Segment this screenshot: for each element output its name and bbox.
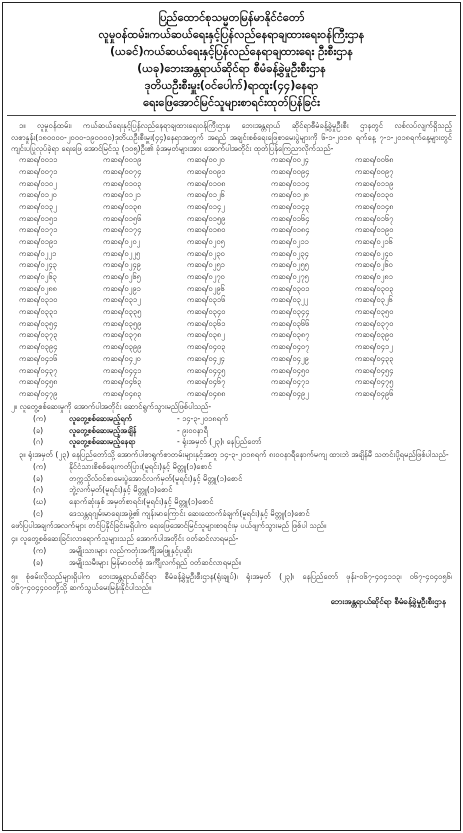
seat-number: ကဆရ/၀၃၆၁ bbox=[187, 318, 226, 328]
seat-number: ကဆရ/၀၀၂၄ bbox=[271, 155, 309, 165]
seat-number: ကဆရ/၀၃၉၀ bbox=[355, 330, 394, 340]
item-label: (က) bbox=[33, 545, 47, 555]
item-label: (ဂ) bbox=[33, 437, 44, 447]
seat-number: ကဆရ/၀၀၉၁ bbox=[187, 166, 226, 176]
item-label: (ဂ) bbox=[33, 485, 44, 495]
section-3-intro: ၃။ ရုံးအမှတ် (၂၃) နေပြည်တော်သို့ အောက်ပါစာရွက်စာတမ်းများနှင့်အတူ ၁၄-၃-၂၀၁၈ရက် ၈း၀၀နာရီနောက်မကျ ထားဘဲ အချိန်မီ သတင်းပို့ရမည်ဖြစ်ပါသည်- bbox=[19, 450, 449, 460]
seat-row bbox=[15, 248, 435, 260]
seat-row bbox=[15, 225, 435, 237]
seat-row bbox=[15, 237, 435, 249]
seat-number: ကဆရ/၀၄၇၁ bbox=[271, 377, 310, 387]
seat-number: ကဆရ/၀၄၈၈ bbox=[187, 388, 226, 398]
issuing-department: ဘေးအန္တရာယ်ဆိုင်ရာ စီမံခန့်ခွဲမှုဦးစီးဌာန bbox=[330, 596, 446, 606]
seat-number: ကဆရ/၀၄၂၀ bbox=[103, 353, 141, 363]
section-3-item bbox=[3, 461, 460, 473]
seat-number: ကဆရ/၀၃၅၀ bbox=[355, 307, 394, 317]
seat-number: ကဆရ/၀၀၉၄ bbox=[271, 166, 310, 176]
seat-number: ကဆရ/၀၁၄၂ bbox=[187, 201, 225, 211]
item-label: (က) bbox=[33, 413, 47, 423]
seat-number: ကဆရ/၀၂၄၉ bbox=[103, 260, 141, 270]
item-label: (င) bbox=[33, 508, 44, 518]
seat-number: ကဆရ/၀၃၄၀ bbox=[187, 307, 226, 317]
seat-number: ကဆရ/၀၂၅၅ bbox=[271, 260, 309, 270]
seat-number: ကဆရ/၀၂၃၄ bbox=[271, 248, 309, 258]
section-3-item bbox=[3, 473, 460, 485]
seat-number: ကဆရ/၀၃၁၆ bbox=[187, 295, 226, 305]
section-4-item bbox=[3, 557, 460, 569]
seat-number: ကဆရ/၀၀၁၉ bbox=[103, 155, 142, 165]
item-label: (ဃ) bbox=[33, 497, 47, 507]
section-3-item bbox=[3, 484, 460, 496]
seat-number: ကဆရ/၀၀၂၀ bbox=[187, 155, 225, 165]
seat-number: ကဆရ/၀၁၂၈ bbox=[271, 190, 309, 200]
seat-number: ကဆရ/၀၄၄၁ bbox=[103, 365, 142, 375]
seat-number: ကဆရ/၀၃၉၄ bbox=[19, 342, 58, 352]
section-4-intro: ၄။ လူတွေ့စစ်ဆေးခြင်းလာရောက်သူများသည် အောက်ပါအတိုင်း ဝတ်ဆင်လာရမည်- bbox=[11, 534, 239, 544]
seat-number: ကဆရ/၀၁၅၁ bbox=[19, 213, 58, 223]
item-text: အမျိုးသမီးများ မြန်မာဝတ်စုံ အင်္ကျီလက်ရှည် ဝတ်ဆင်လာရမည်။ bbox=[69, 557, 241, 567]
seat-number: ကဆရ/၀၂၁၆ bbox=[355, 236, 393, 246]
seat-number: ကဆရ/၀၃၈၇ bbox=[271, 330, 310, 340]
section-2-item-place bbox=[3, 436, 460, 448]
seat-number: ကဆရ/၀၁၂၁ bbox=[103, 190, 141, 200]
seat-number: ကဆရ/၀၄၉၆ bbox=[355, 388, 394, 398]
seat-number: ကဆရ/၀၁၁၄ bbox=[271, 178, 310, 188]
seat-row bbox=[15, 178, 435, 190]
seat-number: ကဆရ/၀၃၀၃ bbox=[355, 283, 394, 293]
seat-number: ကဆရ/၀၃၉၉ bbox=[103, 342, 142, 352]
item-label: (ခ) bbox=[33, 425, 44, 435]
item-text: ဘွဲ့လက်မှတ်(မူရင်း)နှင့် မိတ္တူ(၁)စောင် bbox=[69, 485, 173, 495]
seat-number: ကဆရ/၀၂၈၁ bbox=[355, 272, 393, 281]
item-label: (ခ) bbox=[33, 557, 44, 567]
seat-number: ကဆရ/၀၃၂၂ bbox=[271, 295, 309, 305]
seat-number: ကဆရ/၀၃၁၀ bbox=[19, 295, 58, 305]
seat-row bbox=[15, 330, 435, 342]
seat-number: ကဆရ/၀၃၀၁ bbox=[271, 283, 310, 293]
seat-number: ကဆရ/၀၄၀၇ bbox=[271, 342, 310, 352]
seat-number: ကဆရ/၀၁၂၀ bbox=[19, 190, 57, 200]
seat-row bbox=[15, 377, 435, 389]
seat-number: ကဆရ/၀၃၇၃ bbox=[19, 330, 58, 340]
seat-number: ကဆရ/၀၂၆၀ bbox=[355, 260, 393, 270]
header-line-6: ရေးဖြေအောင်မြင်သူများစာရင်းထုတ်ပြန်ခြင်း bbox=[143, 96, 320, 109]
seat-number: ကဆရ/၀၁၃၀ bbox=[355, 190, 394, 200]
seat-number: ကဆရ/၀၄၅၈ bbox=[19, 377, 58, 387]
seat-number: ကဆရ/၀၃၈၂ bbox=[187, 330, 225, 340]
seat-row bbox=[15, 166, 435, 178]
seat-number: ကဆရ/၀၄၁၆ bbox=[19, 353, 58, 363]
seat-number: ကဆရ/၀၀၇၄ bbox=[103, 166, 142, 176]
seat-row bbox=[15, 155, 435, 167]
seat-number: ကဆရ/၀၂၈၈ bbox=[19, 283, 57, 293]
header-line-1: ပြည်ထောင်စုသမ္မတမြန်မာနိုင်ငံတော် bbox=[158, 11, 305, 24]
seat-row bbox=[15, 202, 435, 214]
seat-row bbox=[15, 272, 435, 284]
seat-row bbox=[15, 260, 435, 272]
item-label: (ခ) bbox=[33, 473, 44, 483]
seat-number: ကဆရ/၀၁၇၄ bbox=[103, 225, 142, 235]
seat-row bbox=[15, 307, 435, 319]
seat-number: ကဆရ/၀၁၀၂ bbox=[19, 178, 57, 188]
item-text: အမျိုးသားများ လည်ကတုံးအင်္ကျီအဖြူနှင့်ပုဆိုး bbox=[69, 545, 193, 555]
seat-number: ကဆရ/၀၀၁၁ bbox=[19, 155, 58, 165]
seat-number: ကဆရ/၀၁၄၃ bbox=[271, 201, 310, 211]
item-value: - ရုံးအမှတ် (၂၃)၊ နေပြည်တော် bbox=[177, 437, 262, 447]
seat-number: ကဆရ/၀၂၄၀ bbox=[355, 248, 393, 258]
announcement-document bbox=[2, 2, 461, 831]
item-value: - ၉း၀၀နာရီ bbox=[177, 425, 208, 435]
seat-number: ကဆရ/၀၄၇၉ bbox=[19, 388, 58, 398]
seat-row bbox=[15, 342, 435, 354]
section-4-item bbox=[3, 545, 460, 557]
seat-number: ကဆရ/၀၁၆၇ bbox=[355, 213, 394, 223]
seat-number: ကဆရ/၀၂၁၁ bbox=[271, 236, 309, 246]
seat-number: ကဆရ/၀၂၆၃ bbox=[19, 272, 57, 281]
seat-number: ကဆရ/၀၃၂၆ bbox=[355, 295, 393, 305]
seat-number: ကဆရ/၀၃၅၉ bbox=[103, 318, 142, 328]
seat-number: ကဆရ/၀၀၉၇ bbox=[355, 166, 394, 176]
seat-number: ကဆရ/၀၁၃၈ bbox=[103, 201, 142, 211]
seat-number: ကဆရ/၀၃၄၄ bbox=[271, 307, 310, 317]
seat-number: ကဆရ/၀၄၄၅ bbox=[187, 365, 226, 375]
seat-number: ကဆရ/၀၁၂၆ bbox=[187, 190, 225, 200]
seat-number: ကဆရ/၀၂၉၆ bbox=[187, 283, 225, 293]
header-block bbox=[3, 9, 460, 111]
seat-number: ကဆရ/၀၂၀၅ bbox=[187, 236, 225, 246]
header-line-5: ဒုတိယဦးစီးမှူး(ဝင်ပေါက်)ရာထူး(၄၄)နေရာ bbox=[144, 79, 319, 92]
seat-number: ကဆရ/၀၂၂၁ bbox=[19, 248, 57, 258]
section-2-intro: ၂။ လူတွေ့စစ်ဆေးမှုကို အောက်ပါအတိုင်း ဆောင်ရွက်သွားမည်ဖြစ်ပါသည်- bbox=[11, 402, 212, 412]
seat-number: ကဆရ/၀၀၆၈ bbox=[355, 155, 394, 165]
seat-number: ကဆရ/၀၃၁၂ bbox=[103, 295, 141, 305]
seat-number: ကဆရ/၀၁၅၆ bbox=[103, 213, 142, 223]
seat-row bbox=[15, 353, 435, 365]
seat-number: ကဆရ/၀၁၈၄ bbox=[271, 225, 310, 235]
intro-paragraph: ၁။ လူမှုဝန်ထမ်း၊ ကယ်ဆယ်ရေးနှင့်ပြန်လည်နေရာချထားရေးဝန်ကြီးဌာန၊ ဘေးအန္တရာယ် ဆိုင်ရာစီမံခန့်ခွဲမှုဦးစီး ဌာနတွင် လစ်လပ်လျက်ရှိသည့် လစာနှုန်း(၁၈၀၀၀၀-၂၀၀၀-၁၉၀၀၀၀)ဒုတိယဦးစီးမှူး(၄၄)နေရာအတွက် အရည် အချင်းစစ်ရေးဖြေစာမေးပွဲများကို ၆-၁-၂၀၁၈ ရက်နေ့ ၇-၁-၂၀၁၈ရက်နေ့များတွင် ကျင်းပပြုလုပ်ခဲ့ရာ ရေးဖြေ အောင်မြင်သူ (၁၀၅)ဦး၏ ခုံအမှတ်များအား အောက်ပါအတိုင်း ထုတ်ပြန်ကြေညာလိုက်သည်- bbox=[11, 121, 452, 154]
seat-number: ကဆရ/၀၁၆၄ bbox=[271, 213, 310, 223]
seat-number: ကဆရ/၀၄၉၂ bbox=[271, 388, 309, 398]
seat-number: ကဆရ/၀၁၃၂ bbox=[19, 201, 57, 211]
seat-number: ကဆရ/၀၂၇၅ bbox=[271, 272, 309, 281]
item-value: - ၁၄-၃-၂၀၁၈ရက် bbox=[177, 413, 229, 423]
seat-number: ကဆရ/၀၂၂၅ bbox=[103, 248, 141, 258]
seat-number: ကဆရ/၀၂၄၃ bbox=[19, 260, 57, 270]
section-3-item bbox=[3, 508, 460, 520]
item-key: လူတွေ့စစ်ဆေးမည့်ရက် bbox=[69, 413, 132, 423]
item-text: နိုင်ငံသားစိစစ်ရေးကတ်ပြား(မူရင်း)နှင့် မိတ္တူ(၁)စောင် bbox=[69, 461, 212, 471]
seat-number: ကဆရ/၀၄၁၂ bbox=[355, 342, 393, 352]
seat-number-table bbox=[15, 155, 435, 400]
seat-row bbox=[15, 190, 435, 202]
seat-number: ကဆရ/၀၁၅၉ bbox=[187, 213, 226, 223]
section-5-contact: ၅။ စုံစမ်းလိုသည်များရှိပါက ဘေးအန္တရာယ်ဆိုင်ရာ စီမံခန့်ခွဲမှုဦးစီးဌာန(ရုံးချုပ်)၊ ရုံးအမှတ် (၂၃)၊ နေပြည်တော် ဖုန်း-၀၆၇-၄၀၄၁၁၃၊ ၀၆၇-၄၀၄၀၅၆၊ ၀၆၇-၄၀၄၄၀၀တို့သို့ ဆက်သွယ်မေးမြန်းနိုင်ပါသည်။ bbox=[11, 571, 452, 593]
seat-number: ကဆရ/၀၄၂၄ bbox=[187, 353, 225, 363]
section-2-item-time bbox=[3, 425, 460, 437]
seat-number: ကဆရ/၀၃၇၈ bbox=[103, 330, 142, 340]
seat-number: ကဆရ/၀၄၅၀ bbox=[271, 365, 310, 375]
seat-number: ကဆရ/၀၁၁၉ bbox=[355, 178, 394, 188]
item-text: နောက်ဆုံးနှစ် အမှတ်စာရင်း(မူရင်း)နှင့် မိတ္တူ(၁)စောင် bbox=[69, 497, 214, 507]
seat-number: ကဆရ/၀၃၃၅ bbox=[103, 307, 142, 317]
item-key: လူတွေ့စစ်ဆေးမည့်အချိန် bbox=[69, 425, 137, 435]
section-3-item bbox=[3, 496, 460, 508]
item-text: တက္ကသိုလ်ဝင်စာမေးပွဲအောင်လက်မှတ်(မူရင်း)နှင့် မိတ္တူ(၁)စောင် bbox=[69, 473, 243, 483]
seat-row bbox=[15, 318, 435, 330]
header-divider bbox=[7, 115, 456, 116]
seat-row bbox=[15, 295, 435, 307]
seat-number: ကဆရ/၀၃၃၁ bbox=[19, 307, 58, 317]
item-key: လူတွေ့စစ်ဆေးမည့်နေရာ bbox=[69, 437, 136, 447]
seat-number: ကဆရ/၀၂၉၁ bbox=[103, 283, 141, 293]
seat-number: ကဆရ/၀၂၅၁ bbox=[187, 260, 225, 270]
seat-number: ကဆရ/၀၄၂၉ bbox=[271, 353, 309, 363]
seat-number: ကဆရ/၀၂၀၂ bbox=[103, 236, 141, 246]
item-label: (က) bbox=[33, 461, 47, 471]
seat-number: ကဆရ/၀၄၆၇ bbox=[187, 377, 226, 387]
seat-number: ကဆရ/၀၀၇၁ bbox=[19, 166, 58, 176]
seat-number: ကဆရ/၀၃၇၀ bbox=[355, 318, 394, 328]
seat-number: ကဆရ/၀၁၄၈ bbox=[355, 201, 394, 211]
item-text: ဒေသန္တရဂျမ်းမာရေးအဖွဲ့၏ ကျန်းမာကြောင်း ဆေးထောက်ခံချက်(မူရင်း)နှင့် မိတ္တူ(၁)စောင် bbox=[69, 508, 310, 518]
seat-number: ကဆရ/၀၁၈၀ bbox=[187, 225, 226, 235]
section-3-note: ဖော်ပြပါအချက်အလက်များ တင်ပြနိုင်ခြင်းမရှိပါက ရေးဖြေအောင်မြင်သူများစာရင်းမှ ပယ်ဖျက်သွားမည် ဖြစ်ပါ သည်။ bbox=[11, 520, 327, 530]
seat-number: ကဆရ/၀၄၆၃ bbox=[103, 377, 142, 387]
seat-number: ကဆရ/၀၁၇၁ bbox=[19, 225, 58, 235]
seat-number: ကဆရ/၀၄၅၄ bbox=[355, 365, 394, 375]
seat-row bbox=[15, 389, 435, 401]
seat-number: ကဆရ/၀၁၉၀ bbox=[355, 225, 394, 235]
seat-row bbox=[15, 213, 435, 225]
header-line-4: (ယခု)ဘေးအန္တရာယ်ဆိုင်ရာ စီမံခန့်ခွဲမှုဦးစီးဌာန bbox=[137, 62, 326, 75]
seat-number: ကဆရ/၀၄၃၇ bbox=[19, 365, 58, 375]
seat-number: ကဆရ/၀၄၀၃ bbox=[187, 342, 226, 352]
header-line-3: (ယခင်)ကယ်ဆယ်ရေးနှင့်ပြန်လည်နေရာချထားရေး ဦးစီးဌာန bbox=[110, 45, 353, 58]
seat-row bbox=[15, 365, 435, 377]
seat-number: ကဆရ/၀၂၃၀ bbox=[187, 248, 225, 258]
seat-number: ကဆရ/၀၄၇၅ bbox=[355, 377, 394, 387]
seat-number: ကဆရ/၀၃၅၄ bbox=[19, 318, 58, 328]
seat-number: ကဆရ/၀၄၈၃ bbox=[103, 388, 142, 398]
seat-number: ကဆရ/၀၃၆၆ bbox=[271, 318, 310, 328]
header-line-2: လူမှုဝန်ထမ်း၊ကယ်ဆယ်ရေးနှင့်ပြန်လည်နေရာချထားရေးဝန်ကြီးဌာန bbox=[98, 28, 365, 41]
seat-number: ကဆရ/၀၁၀၈ bbox=[187, 178, 226, 188]
seat-row bbox=[15, 283, 435, 295]
seat-number: ကဆရ/၀၁၉၁ bbox=[19, 236, 58, 246]
seat-number: ကဆရ/၀၄၃၃ bbox=[355, 353, 394, 363]
section-2-item-date bbox=[3, 413, 460, 425]
seat-number: ကဆရ/၀၂၆၅ bbox=[103, 272, 141, 281]
seat-number: ကဆရ/၀၁၀၃ bbox=[103, 178, 142, 188]
seat-number: ကဆရ/၀၂၇၀ bbox=[187, 272, 225, 281]
